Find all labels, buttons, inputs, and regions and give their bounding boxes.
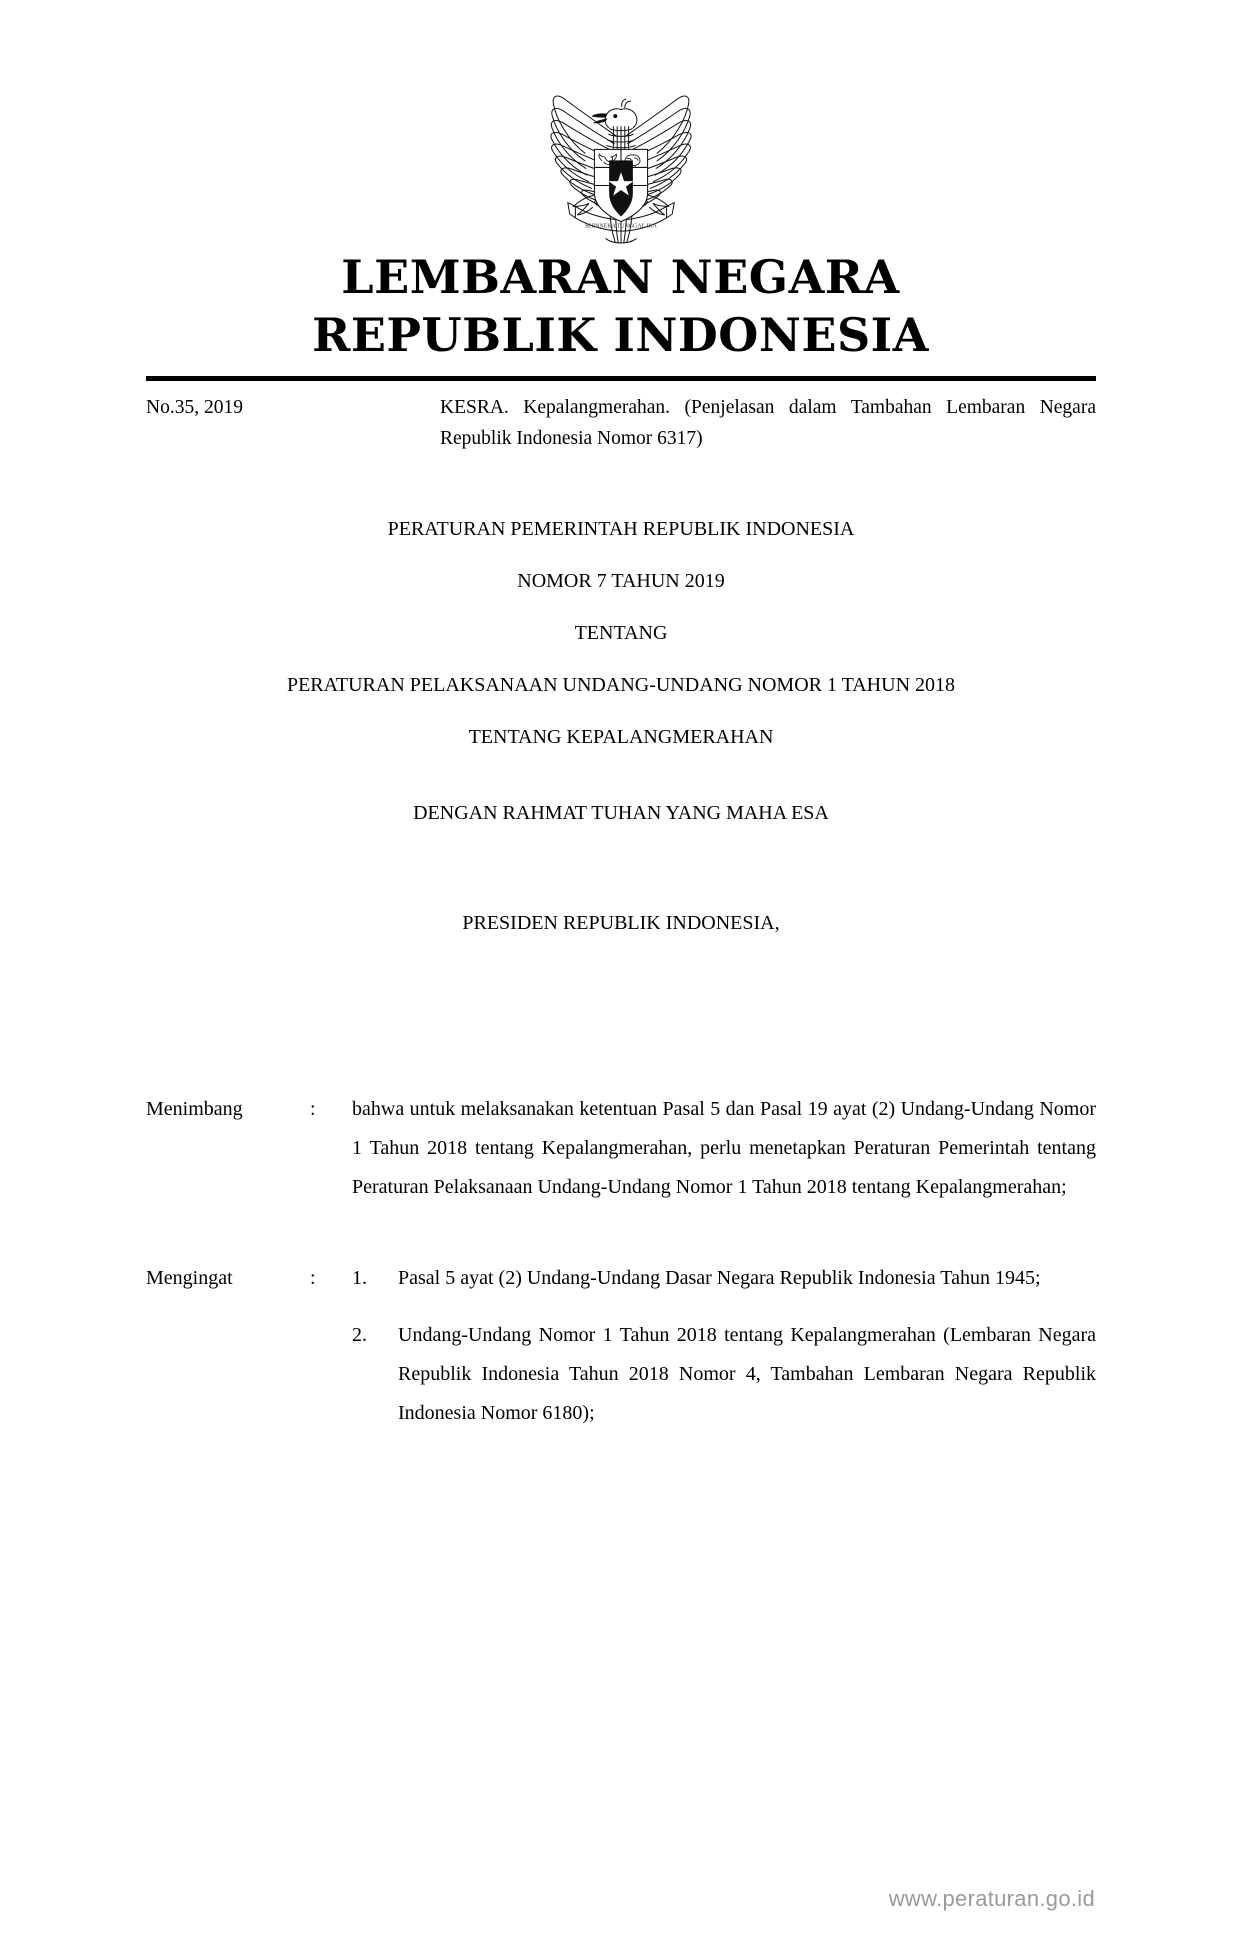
title-line-subject-2: TENTANG KEPALANGMERAHAN: [468, 726, 774, 748]
authority-line: PRESIDEN REPUBLIK INDONESIA,: [462, 912, 780, 934]
footer-watermark: www.peraturan.go.id: [888, 1886, 1095, 1911]
list-item-marker: 2.: [352, 1324, 367, 1346]
gazette-record-line: [146, 392, 1096, 454]
masthead-line-2: REPUBLIK INDONESIA: [312, 308, 929, 362]
gazette-description: KESRA. Kepalangmerahan. (Penjelasan dalam Tambahan Lembaran Negara Republik Indonesia Nomor 6317): [440, 397, 1096, 449]
clause-colon-menimbang: :: [310, 1098, 316, 1120]
clause-colon-mengingat: :: [310, 1267, 316, 1289]
emblem-motto-text: BHINNEKA TUNGGAL IKA: [584, 223, 657, 230]
list-item-marker: 1.: [352, 1267, 367, 1289]
gazette-number: No.35, 2019: [146, 397, 243, 418]
clause-label-mengingat: Mengingat: [146, 1267, 233, 1289]
masthead: [146, 248, 1095, 364]
title-line-subject-1: PERATURAN PELAKSANAAN UNDANG-UNDANG NOMOR 1 TAHUN 2018: [286, 674, 956, 696]
list-item-text: Undang-Undang Nomor 1 Tahun 2018 tentang Kepalangmerahan (Lembaran Negara Republik Indonesia Tahun 2018 Nomor 4, Tambahan Lembaran Negara Republik Indonesia Nomor 6180);: [398, 1324, 1096, 1424]
invocation-line: DENGAN RAHMAT TUHAN YANG MAHA ESA: [413, 802, 829, 824]
list-item-text: Pasal 5 ayat (2) Undang-Undang Dasar Negara Republik Indonesia Tahun 1945;: [398, 1267, 1041, 1289]
garuda-pancasila-icon: [526, 62, 716, 252]
list-item: [352, 1316, 1096, 1433]
clause-body-mengingat: [352, 1259, 1096, 1433]
clause-body-menimbang: [352, 1090, 1096, 1207]
clause-menimbang: [146, 1090, 1096, 1207]
clauses-section: [146, 1090, 1096, 1433]
list-item: [352, 1259, 1096, 1298]
title-line-authority: PERATURAN PEMERINTAH REPUBLIK INDONESIA: [387, 518, 855, 540]
clause-label-menimbang: Menimbang: [146, 1098, 243, 1120]
clause-mengingat: [146, 1259, 1096, 1433]
emblem-container: [0, 62, 1241, 252]
clause-paragraph: bahwa untuk melaksanakan ketentuan Pasal 5 dan Pasal 19 ayat (2) Undang-Undang Nomor 1 Tahun 2018 tentang Kepalangmerahan, perlu menetapkan Peraturan Pemerintah tentang Peraturan Pelaksanaan Undang-Undang Nomor 1 Tahun 2018 tentang Kepalangmerahan;: [352, 1098, 1096, 1198]
title-line-number: NOMOR 7 TAHUN 2019: [517, 570, 725, 592]
header-divider: [146, 376, 1096, 381]
title-line-tentang: TENTANG: [574, 622, 668, 644]
regulation-title-block: [146, 516, 1096, 751]
masthead-line-1: LEMBARAN NEGARA: [341, 250, 900, 304]
